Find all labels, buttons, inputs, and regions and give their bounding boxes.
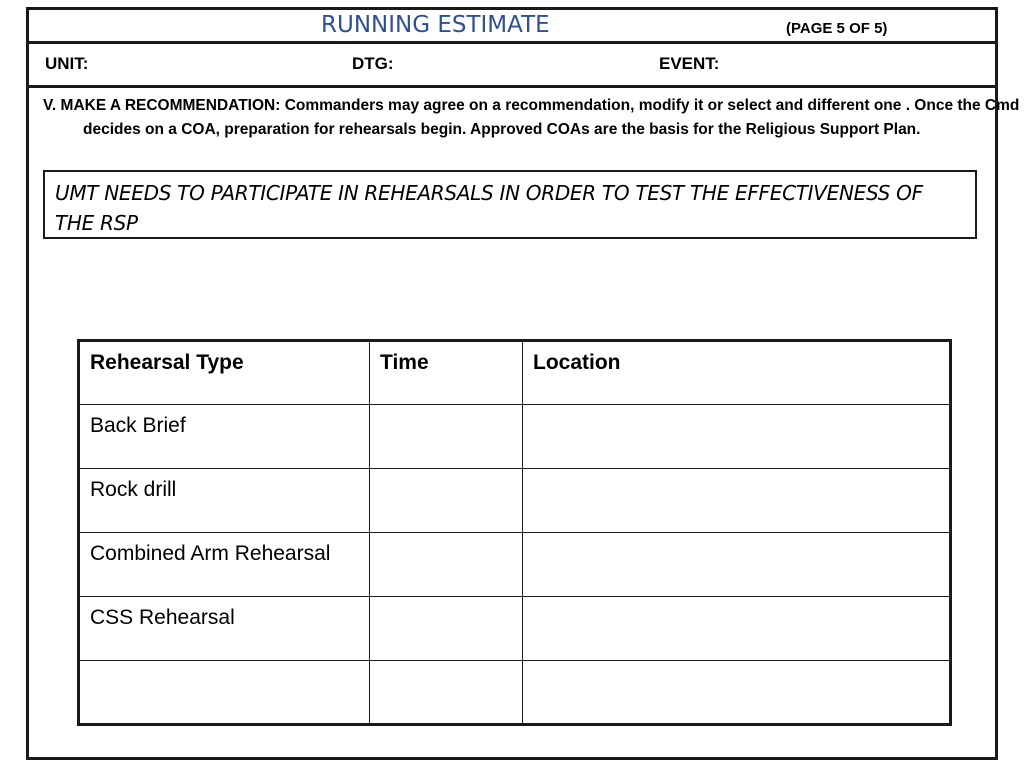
header-rehearsal-type: Rehearsal Type bbox=[79, 341, 370, 405]
cell-rehearsal-type: CSS Rehearsal bbox=[79, 597, 370, 661]
cell-rehearsal-type bbox=[79, 661, 370, 725]
cell-location bbox=[523, 661, 951, 725]
note-box bbox=[43, 170, 977, 239]
page-indicator: (PAGE 5 OF 5) bbox=[786, 20, 888, 37]
rehearsal-table bbox=[77, 339, 952, 726]
page-frame bbox=[26, 7, 1020, 760]
title-row bbox=[29, 10, 995, 42]
cell-time bbox=[370, 661, 523, 725]
table-row bbox=[79, 661, 951, 725]
unit-label: UNIT: bbox=[45, 54, 89, 73]
cell-time bbox=[370, 533, 523, 597]
cell-location bbox=[523, 469, 951, 533]
cell-time bbox=[370, 597, 523, 661]
page-title: RUNNING ESTIMATE bbox=[321, 12, 550, 38]
note-text: UMT NEEDS TO PARTICIPATE IN REHEARSALS IN ORDER TO TEST THE EFFECTIVENESS OF THE RSP bbox=[55, 181, 923, 235]
event-label: EVENT: bbox=[659, 54, 720, 73]
divider bbox=[29, 85, 995, 88]
meta-row bbox=[29, 44, 995, 85]
table-row bbox=[79, 469, 951, 533]
cell-time bbox=[370, 469, 523, 533]
table-row bbox=[79, 597, 951, 661]
cell-location bbox=[523, 405, 951, 469]
cell-location bbox=[523, 533, 951, 597]
cell-rehearsal-type: Back Brief bbox=[79, 405, 370, 469]
table-header-row bbox=[79, 341, 951, 405]
cell-rehearsal-type: Combined Arm Rehearsal bbox=[79, 533, 370, 597]
table-row bbox=[79, 405, 951, 469]
header-location: Location bbox=[523, 341, 951, 405]
section-recommendation-text: V. MAKE A RECOMMENDATION: Commanders may agree on a recommendation, modify it or select and different one . Once the Cmd decides on a COA, preparation for rehearsals begin. Approved COAs are the basis for the Religious Support Plan. bbox=[43, 97, 1020, 138]
header-time: Time bbox=[370, 341, 523, 405]
cell-location bbox=[523, 597, 951, 661]
table-row bbox=[79, 533, 951, 597]
dtg-label: DTG: bbox=[352, 54, 394, 73]
cell-time bbox=[370, 405, 523, 469]
cell-rehearsal-type: Rock drill bbox=[79, 469, 370, 533]
